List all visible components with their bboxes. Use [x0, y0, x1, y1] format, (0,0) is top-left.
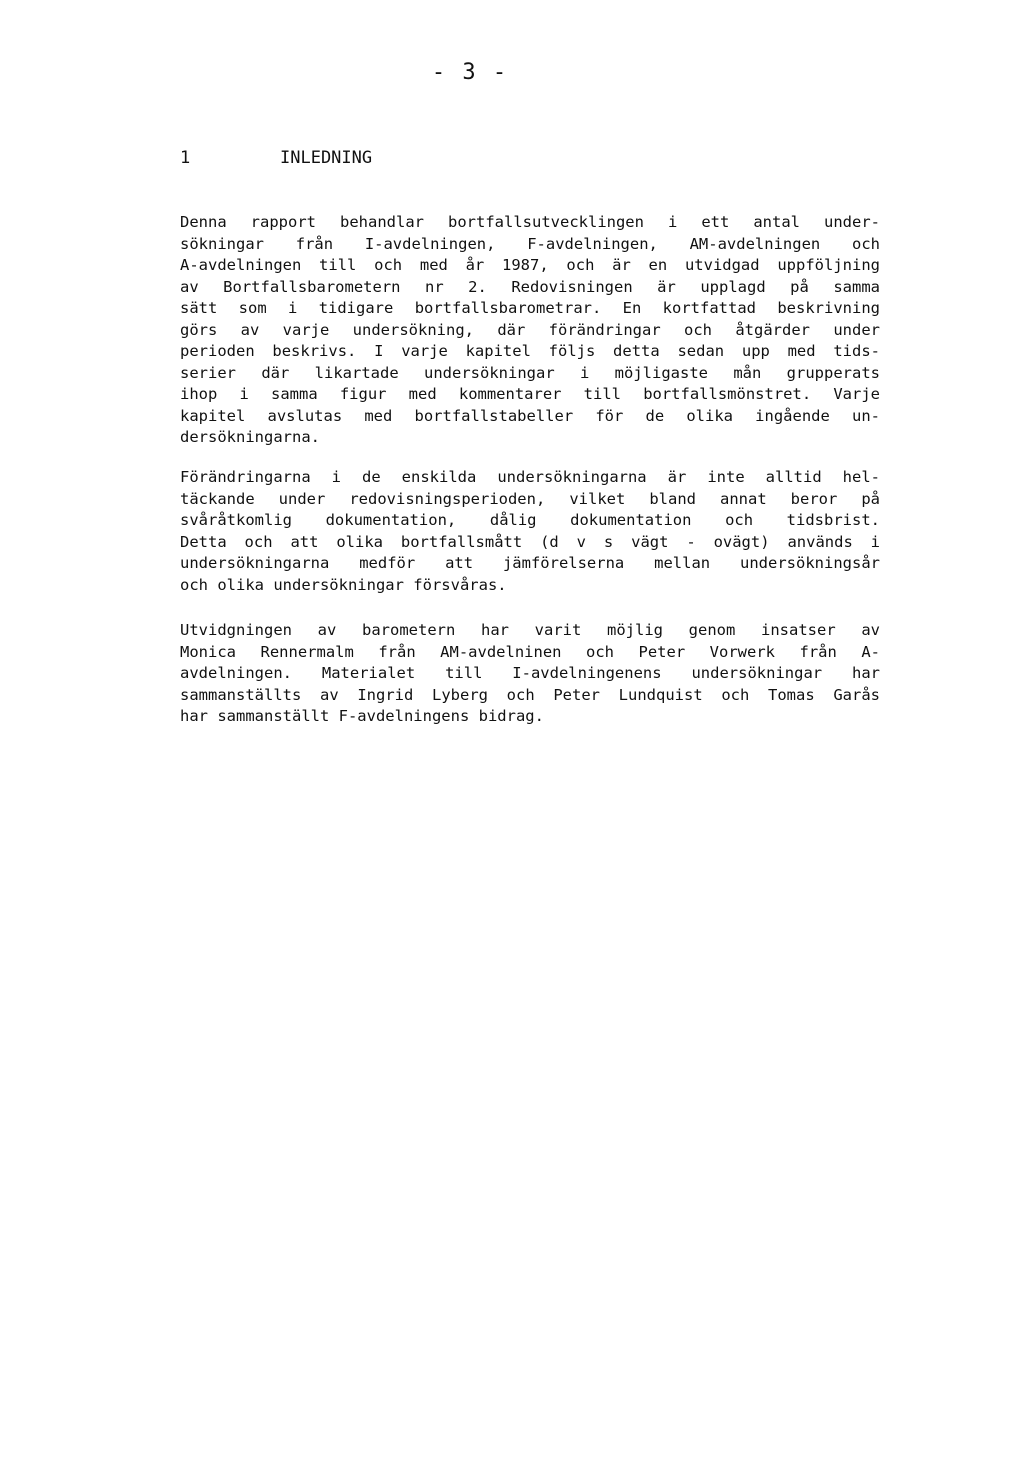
paragraph-line: ihop i samma figur med kommentarer till bortfallsmönstret. Varje [180, 385, 880, 403]
paragraph-line: av Bortfallsbarometern nr 2. Redovisningen är upplagd på samma [180, 277, 880, 296]
section-number: 1 [180, 148, 191, 168]
paragraph-3 [180, 620, 880, 728]
paragraph-line: Utvidgningen av barometern har varit möjlig genom insatser av [180, 621, 880, 639]
paragraph-line: Detta och att olika bortfallsmått (d v s vägt - ovägt) används i [180, 532, 880, 551]
paragraph-line: svåråtkomlig dokumentation, dålig dokumentation och tidsbrist. [180, 511, 880, 529]
paragraph-line: täckande under redovisningsperioden, vilket bland annat beror på [180, 489, 880, 508]
paragraph-1 [180, 212, 880, 449]
paragraph-line: sammanställts av Ingrid Lyberg och Peter Lundquist och Tomas Garås [180, 685, 880, 704]
paragraph-line: perioden beskrivs. I varje kapitel följs detta sedan upp med tids- [180, 342, 880, 360]
paragraph-line: Förändringarna i de enskilda undersökningarna är inte alltid hel- [180, 468, 880, 486]
page-number: - 3 - [431, 60, 509, 85]
paragraph-line: Denna rapport behandlar bortfallsutvecklingen i ett antal under- [180, 213, 880, 231]
paragraph-line: har sammanställt F-avdelningens bidrag. [180, 707, 544, 725]
paragraph-line: dersökningarna. [180, 428, 320, 446]
paragraph-line: görs av varje undersökning, där förändringar och åtgärder under [180, 320, 880, 339]
paragraph-line: sätt som i tidigare bortfallsbarometrar. En kortfattad beskrivning [180, 299, 880, 317]
section-title: INLEDNING [280, 148, 373, 168]
paragraph-line: serier där likartade undersökningar i möjligaste mån grupperats [180, 363, 880, 382]
paragraph-line: kapitel avslutas med bortfallstabeller för de olika ingående un- [180, 406, 880, 425]
paragraph-2 [180, 467, 880, 596]
paragraph-line: avdelningen. Materialet till I-avdelningenens undersökningar har [180, 664, 880, 682]
section-heading [180, 147, 372, 169]
paragraph-line: A-avdelningen till och med år 1987, och är en utvidgad uppföljning [180, 256, 880, 274]
paragraph-line: och olika undersökningar försvåras. [180, 575, 507, 594]
paragraph-line: undersökningarna medför att jämförelserna mellan undersökningsår [180, 554, 880, 572]
paragraph-line: sökningar från I-avdelningen, F-avdelningen, AM-avdelningen och [180, 234, 880, 253]
paragraph-line: Monica Rennermalm från AM-avdelninen och Peter Vorwerk från A- [180, 642, 880, 661]
